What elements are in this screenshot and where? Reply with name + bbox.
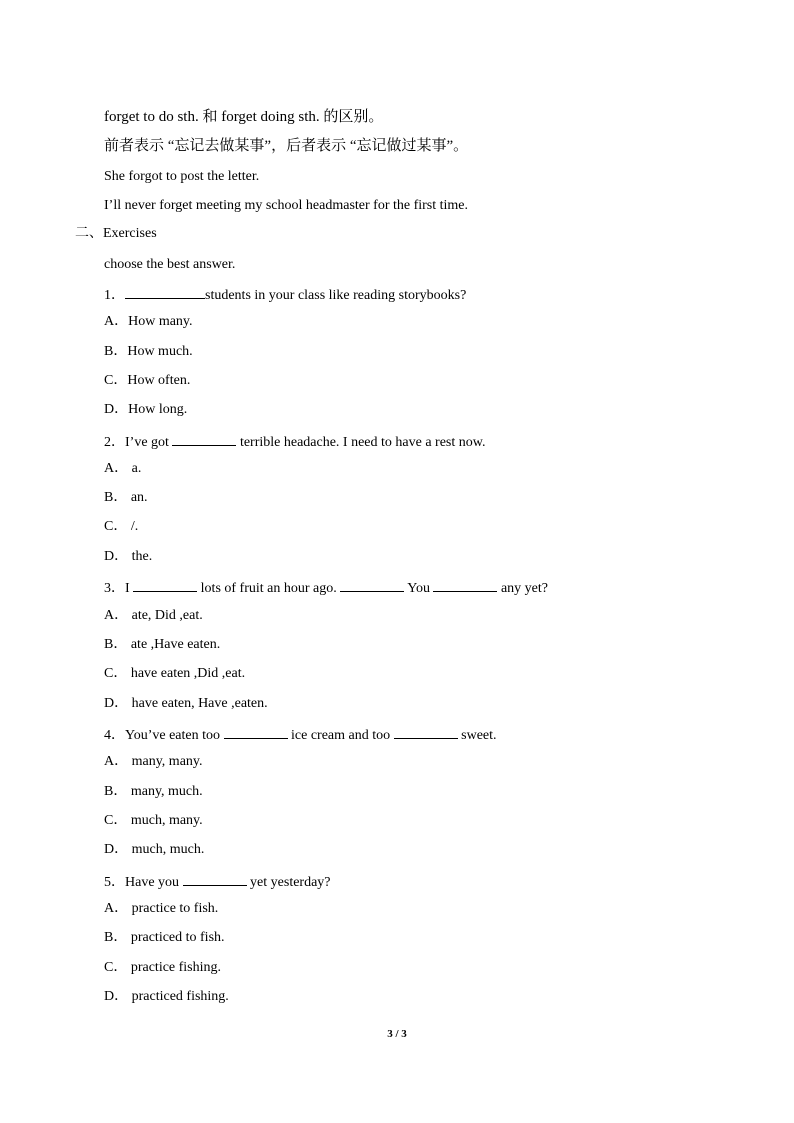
option-1b: B．How much.: [104, 344, 193, 359]
page-number: 3 / 3: [387, 1028, 407, 1040]
question-3-end: any yet?: [497, 581, 548, 596]
option-4c: C． much, many.: [104, 813, 203, 828]
question-1-text: students in your class like reading storybooks?: [205, 288, 467, 303]
grammar-line-2: 前者表示 “忘记去做某事”，后者表示 “忘记做过某事”。: [104, 138, 469, 154]
question-3-lead: 3．I: [104, 581, 134, 596]
option-5d: D． practiced fishing.: [104, 989, 229, 1004]
grammar-line-1: forget to do sth. 和 forget doing sth. 的区别。: [104, 109, 384, 125]
option-2b: B． an.: [104, 490, 148, 505]
question-5: [104, 871, 331, 892]
option-3c: C． have eaten ,Did ,eat.: [104, 666, 246, 681]
answer-blank: [133, 577, 197, 592]
question-2: [104, 431, 485, 452]
option-2a: A． a.: [104, 461, 142, 476]
answer-blank: [340, 577, 404, 592]
question-3-part-1: lots of fruit an hour ago.: [197, 581, 341, 596]
question-4-end: sweet.: [457, 728, 497, 743]
question-4-part-1: ice cream and too: [287, 728, 394, 743]
option-3b: B． ate ,Have eaten.: [104, 637, 221, 652]
answer-blank: [394, 724, 458, 739]
option-1c: C．How often.: [104, 373, 191, 388]
question-3: [104, 577, 548, 598]
question-4-lead: 4．You’ve eaten too: [104, 728, 224, 743]
question-1-number: 1．: [104, 288, 125, 303]
option-4a: A． many, many.: [104, 754, 203, 769]
answer-blank: [172, 431, 236, 446]
option-2c: C． /.: [104, 519, 139, 534]
answer-blank: [224, 724, 288, 739]
question-4: [104, 724, 497, 745]
question-2-text: terrible headache. I need to have a rest now.: [236, 435, 486, 450]
answer-blank: [433, 577, 497, 592]
option-3d: D． have eaten, Have ,eaten.: [104, 696, 268, 711]
question-3-part-2: You: [404, 581, 434, 596]
option-5a: A． practice to fish.: [104, 901, 219, 916]
question-5-lead: 5．Have you: [104, 875, 183, 890]
question-1: [104, 284, 466, 305]
option-5c: C． practice fishing.: [104, 960, 222, 975]
instruction: choose the best answer.: [104, 257, 236, 272]
answer-blank: [125, 284, 205, 299]
option-1a: A．How many.: [104, 314, 193, 329]
question-5-end: yet yesterday?: [246, 875, 331, 890]
option-3a: A． ate, Did ,eat.: [104, 608, 203, 623]
answer-blank: [183, 871, 247, 886]
question-2-lead: 2．I’ve got: [104, 435, 173, 450]
grammar-example-2: I’ll never forget meeting my school headmaster for the first time.: [104, 198, 469, 213]
option-4d: D． much, much.: [104, 842, 205, 857]
option-2d: D． the.: [104, 549, 153, 564]
section-heading: 二、Exercises: [75, 226, 157, 241]
option-4b: B． many, much.: [104, 784, 203, 799]
grammar-example-1: She forgot to post the letter.: [104, 169, 260, 184]
option-1d: D．How long.: [104, 402, 188, 417]
option-5b: B． practiced to fish.: [104, 930, 225, 945]
